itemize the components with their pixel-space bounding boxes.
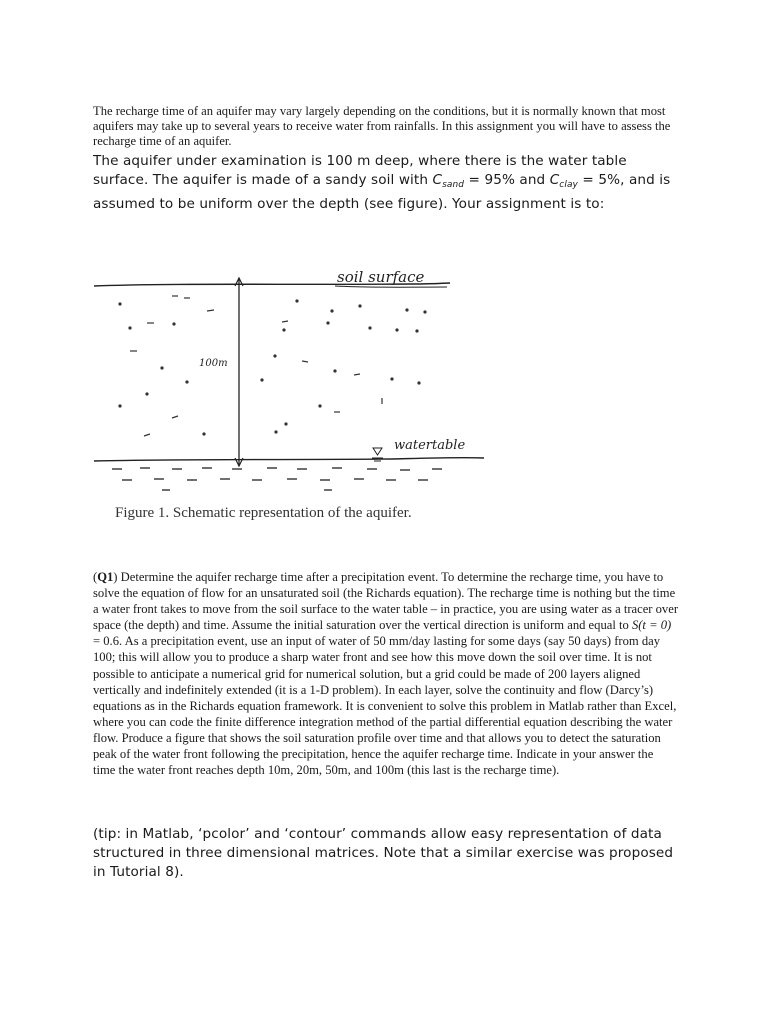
- depth-label: 100m: [199, 358, 228, 369]
- q1-close-paren: ): [113, 570, 118, 584]
- saturation-expression: S(t = 0): [631, 618, 672, 633]
- c-sand-subscript: sand: [442, 180, 465, 190]
- water-texture: [112, 468, 442, 490]
- figure-caption: Figure 1. Schematic representation of the aquifer.: [115, 505, 412, 521]
- q1-text-1: Determine the aquifer recharge time after a precipitation event. To determine the recharge time, you have to solve the equation of flow for an unsaturated soil (the Richards equation). The recharge time is nothing but the time a water front takes to move from the soil surface to the water table – in practice, you are using water as a tracer over space (the depth) and time. Assume the initial saturation over the vertical direction is uniform and equal to: [93, 570, 679, 633]
- tip-paragraph: [93, 825, 678, 882]
- intro-text: The recharge time of an aquifer may vary largely depending on the conditions, but it is normally known that most aquifers may take up to several years to receive water from rainfalls. In this assignment you will have to assess the recharge time of an aquifer.: [93, 104, 671, 149]
- assignment-paragraph: [93, 152, 678, 214]
- assignment-text-3: = 5%, and is assumed to be uniform over the depth (see figure). Your assignment is to:: [93, 172, 671, 212]
- soil-texture: [119, 296, 426, 436]
- q1-paragraph: [93, 569, 678, 778]
- aquifer-sketch: [92, 266, 492, 496]
- soil-surface-underline: [335, 286, 447, 287]
- water-table-label: watertable: [394, 438, 466, 453]
- tip-text: (tip: in Matlab, ‘pcolor’ and ‘contour’ commands allow easy representation of data structured in three dimensional matrices. Note that a similar exercise was proposed in Tutorial 8).: [93, 826, 674, 880]
- q1-text-2: = 0.6. As a precipitation event, use an input of water of 50 mm/day lasting for some days (say 50 days) from day 100; this will allow you to produce a sharp water front and see how this move down the soil over time. It is not possible to anticipate a numerical grid for numerical solution, but a grid could be made of 200 layers aligned vertically and indefinitely extended (it is a 1-D problem). In each layer, solve the continuity and flow (Darcy’s) equations as in the Richards equation framework. It is convenient to solve this problem in Matlab rather than Excel, where you can code the finite difference integration method of the partial differential equation describing the water flow. Produce a figure that shows the soil saturation profile over time and that allows you to detect the saturation peak of the water front following the precipitation, hence the aquifer recharge time. Indicate in your answer the time the water front reaches depth 10m, 20m, 50m, and 100m (this last is the recharge time).: [93, 634, 677, 778]
- soil-surface-label: soil surface: [337, 268, 425, 286]
- water-table-line: [94, 458, 484, 461]
- q1-label: Q1: [97, 570, 114, 584]
- c-sand-symbol: C: [432, 172, 443, 188]
- q1-open-paren: (: [93, 570, 98, 584]
- c-clay-symbol: C: [549, 172, 560, 188]
- aquifer-figure: [92, 266, 492, 496]
- assignment-text-2: = 95% and: [464, 172, 550, 188]
- c-clay-subscript: clay: [559, 180, 578, 190]
- assignment-text-1: The aquifer under examination is 100 m deep, where there is the water table surface. The aquifer is made of a sandy soil with: [93, 153, 627, 188]
- intro-paragraph: [93, 104, 678, 150]
